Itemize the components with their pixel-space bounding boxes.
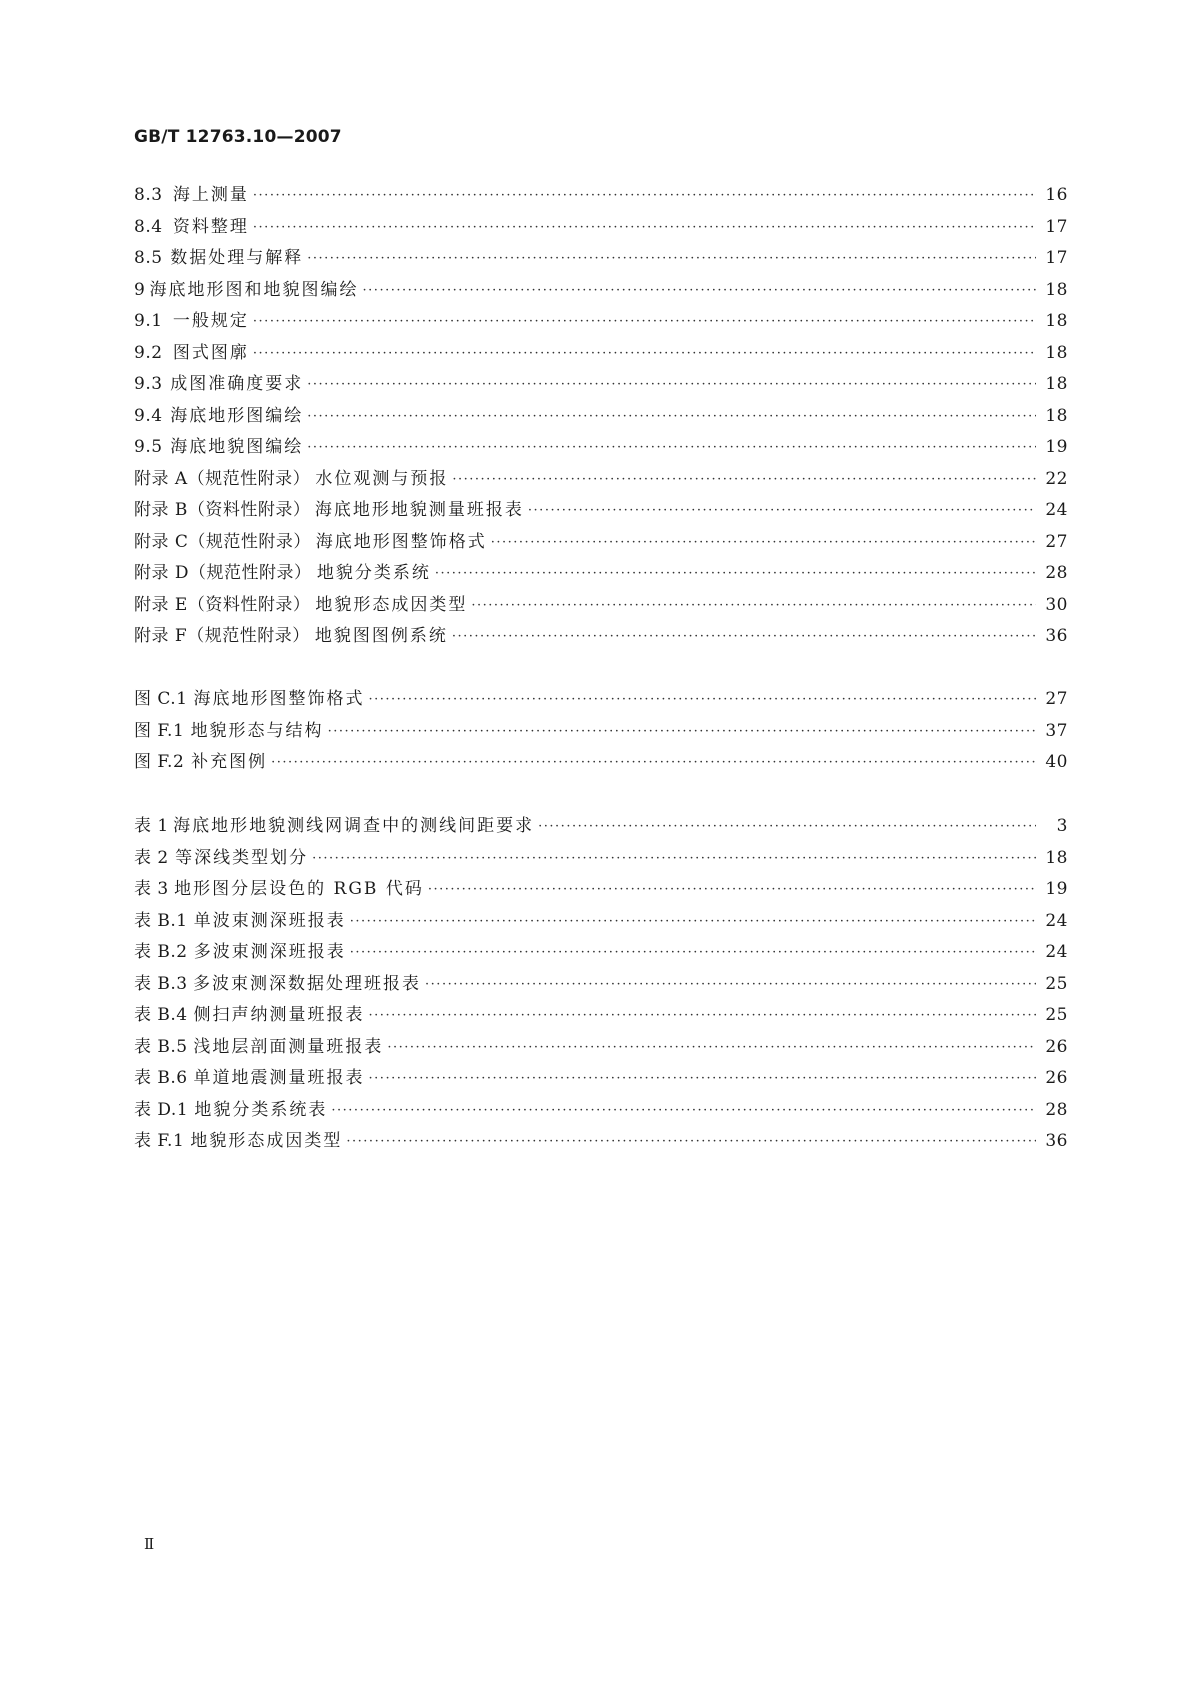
toc-entry[interactable] — [134, 621, 1068, 653]
toc-entry-title: 地貌形态与结构 — [190, 720, 324, 741]
toc-dot-leader — [331, 1103, 1036, 1118]
toc-entry-page: 18 — [1045, 374, 1068, 394]
toc-entry-page: 26 — [1045, 1036, 1068, 1057]
toc-entry-page: 36 — [1045, 626, 1068, 646]
toc-table-entry[interactable] — [134, 969, 1068, 1001]
toc-table-entry[interactable] — [134, 1095, 1068, 1127]
toc-dot-leader — [435, 566, 1036, 581]
toc-entry-number: 附录 C（规范性附录） — [134, 531, 311, 552]
toc-entry[interactable] — [134, 243, 1068, 275]
toc-entry-page: 17 — [1045, 216, 1068, 237]
toc-entry-title: 资料整理 — [172, 216, 249, 237]
toc-entry-page: 25 — [1045, 1005, 1068, 1025]
toc-entry-title: 海底地形图和地貌图编绘 — [149, 279, 359, 300]
toc-entry[interactable] — [134, 590, 1068, 622]
toc-dot-leader — [491, 535, 1036, 550]
toc-entry-page: 3 — [1056, 816, 1068, 836]
toc-entry-page: 18 — [1045, 279, 1068, 300]
toc-entry-page: 18 — [1045, 847, 1068, 868]
toc-dot-leader — [363, 283, 1036, 298]
toc-entry-title: 一般规定 — [172, 311, 249, 331]
toc-entry[interactable] — [134, 275, 1068, 307]
toc-entry-title: 成图准确度要求 — [170, 374, 304, 394]
toc-entry-page: 37 — [1045, 720, 1068, 741]
toc-entry-number: 表 3 — [134, 879, 169, 899]
toc-entry-title: 浅地层剖面测量班报表 — [193, 1036, 384, 1057]
toc-entry[interactable] — [134, 401, 1068, 433]
toc-entry[interactable] — [134, 369, 1068, 401]
toc-dot-leader — [307, 251, 1036, 266]
toc-dot-leader — [350, 914, 1036, 929]
toc-entry-page: 40 — [1045, 752, 1068, 772]
toc-dot-leader — [307, 377, 1036, 392]
toc-entry-page: 24 — [1045, 500, 1068, 520]
toc-entry-page: 18 — [1045, 405, 1068, 426]
toc-dot-leader — [369, 1071, 1036, 1086]
toc-entry-title: 海底地形图编绘 — [170, 405, 304, 426]
toc-table-entry[interactable] — [134, 811, 1068, 843]
toc-entry-page: 36 — [1045, 1131, 1068, 1151]
toc-entry[interactable] — [134, 212, 1068, 244]
toc-entry-title: 地形图分层设色的 RGB 代码 — [174, 879, 424, 899]
toc-entry-title: 地貌图图例系统 — [314, 626, 448, 646]
toc-entry-number: 8.3 — [134, 185, 163, 205]
toc-entry-number: 表 B.6 — [134, 1068, 188, 1088]
toc-entry-title: 地貌形态成因类型 — [315, 594, 468, 615]
toc-entry-page: 25 — [1045, 973, 1068, 994]
toc-table-entry[interactable] — [134, 1063, 1068, 1095]
toc-table-entry[interactable] — [134, 874, 1068, 906]
toc-entry-title: 地貌形态成因类型 — [190, 1131, 343, 1151]
toc-table-entry[interactable] — [134, 906, 1068, 938]
toc-dot-leader — [328, 724, 1036, 739]
toc-entry-number: 图 F.1 — [134, 720, 185, 741]
toc-dot-leader — [471, 598, 1036, 613]
toc-table-entry[interactable] — [134, 1032, 1068, 1064]
toc-dot-leader — [528, 503, 1036, 518]
toc-entry-number: 附录 A（规范性附录） — [134, 468, 311, 489]
toc-entry-number: 附录 F（规范性附录） — [134, 626, 310, 646]
toc-entry-number: 表 B.4 — [134, 1005, 188, 1025]
toc-entry-title: 海底地形地貌测线网调查中的测线间距要求 — [173, 816, 535, 836]
toc-entry-title: 单波束测深班报表 — [193, 910, 346, 931]
toc-entry-number: 表 2 — [134, 847, 169, 868]
toc-dot-leader — [253, 314, 1036, 329]
toc-figure-entry[interactable] — [134, 747, 1068, 779]
toc-entry-page: 18 — [1045, 342, 1068, 363]
toc-entry-number: 8.4 — [134, 216, 163, 237]
toc-entry-page: 24 — [1045, 942, 1068, 962]
toc-dot-leader — [387, 1040, 1036, 1055]
toc-entry[interactable] — [134, 464, 1068, 496]
toc-entry-number: 9.2 — [134, 342, 163, 363]
toc-entry-title: 海底地形地貌测量班报表 — [314, 500, 524, 520]
toc-dot-leader — [346, 1134, 1036, 1149]
toc-entry-page: 27 — [1045, 531, 1068, 552]
toc-entry-number: 9.4 — [134, 405, 163, 426]
toc-entry-title: 图式图廓 — [172, 342, 249, 363]
toc-figure-entry[interactable] — [134, 684, 1068, 716]
toc-table-entry[interactable] — [134, 1000, 1068, 1032]
toc-entry-number: 表 B.1 — [134, 910, 188, 931]
toc-entry-page: 27 — [1045, 689, 1068, 709]
toc-entry-title: 海底地形图整饰格式 — [315, 531, 487, 552]
toc-entry-number: 附录 B（资料性附录） — [134, 500, 311, 520]
toc-dot-leader — [368, 692, 1036, 707]
toc-entry-number: 表 B.2 — [134, 942, 188, 962]
toc-dot-leader — [312, 851, 1036, 866]
toc-entry-number: 9.3 — [134, 374, 163, 394]
toc-entry-number: 表 F.1 — [134, 1131, 185, 1151]
toc-table-entry[interactable] — [134, 843, 1068, 875]
toc-entry[interactable] — [134, 558, 1068, 590]
toc-entry-number: 附录 D（规范性附录） — [134, 563, 312, 583]
toc-entry-page: 28 — [1045, 1099, 1068, 1120]
toc-dot-leader — [428, 882, 1036, 897]
toc-dot-leader — [307, 440, 1036, 455]
toc-figures-section — [134, 684, 1068, 779]
toc-tables-section — [134, 811, 1068, 1158]
toc-entry-number: 图 F.2 — [134, 752, 185, 772]
toc-entry-number: 图 C.1 — [134, 689, 188, 709]
toc-entry-page: 22 — [1045, 468, 1068, 489]
toc-entry-title: 海底地形图整饰格式 — [193, 689, 365, 709]
toc-entry-number: 9 — [134, 279, 146, 300]
toc-dot-leader — [452, 629, 1036, 644]
toc-entry-page: 28 — [1045, 563, 1068, 583]
toc-entry-page: 24 — [1045, 910, 1068, 931]
toc-dot-leader — [350, 945, 1036, 960]
toc-entry-title: 侧扫声纳测量班报表 — [193, 1005, 365, 1025]
toc-entry-page: 18 — [1045, 311, 1068, 331]
toc-table-entry[interactable] — [134, 937, 1068, 969]
toc-entry-number: 8.5 — [134, 248, 163, 268]
toc-entry-title: 补充图例 — [191, 752, 268, 772]
toc-entry-title: 地貌分类系统 — [316, 563, 431, 583]
toc-dot-leader — [425, 977, 1036, 992]
toc-entry-title: 海底地貌图编绘 — [170, 437, 304, 457]
toc-entry-page: 26 — [1045, 1068, 1068, 1088]
toc-entry-title: 数据处理与解释 — [170, 248, 304, 268]
toc-entry-number: 表 B.5 — [134, 1036, 188, 1057]
toc-main-section — [134, 180, 1068, 653]
toc-entry-page: 19 — [1045, 879, 1068, 899]
toc-figure-entry[interactable] — [134, 716, 1068, 748]
toc-entry-title: 单道地震测量班报表 — [193, 1068, 365, 1088]
toc-dot-leader — [452, 472, 1036, 487]
toc-entry-page: 19 — [1045, 437, 1068, 457]
toc-dot-leader — [253, 220, 1036, 235]
toc-entry-page: 17 — [1045, 248, 1068, 268]
toc-dot-leader — [253, 346, 1036, 361]
toc-table-entry[interactable] — [134, 1126, 1068, 1158]
toc-entry-title: 水位观测与预报 — [315, 468, 449, 489]
toc-entry[interactable] — [134, 432, 1068, 464]
toc-entry-title: 等深线类型划分 — [175, 847, 309, 868]
toc-entry-title: 海上测量 — [172, 185, 249, 205]
toc-entry-title: 地貌分类系统表 — [194, 1099, 328, 1120]
toc-dot-leader — [271, 755, 1036, 770]
toc-entry-page: 16 — [1045, 185, 1068, 205]
toc-entry-title: 多波束测深班报表 — [193, 942, 346, 962]
toc-dot-leader — [538, 819, 1036, 834]
page-number: Ⅱ — [144, 1535, 155, 1553]
toc-dot-leader — [369, 1008, 1036, 1023]
toc-entry-number: 附录 E（资料性附录） — [134, 594, 311, 615]
toc-entry[interactable] — [134, 495, 1068, 527]
toc-entry-number: 9.1 — [134, 311, 163, 331]
toc-entry[interactable] — [134, 338, 1068, 370]
toc-dot-leader — [307, 409, 1036, 424]
toc-entry[interactable] — [134, 306, 1068, 338]
toc-entry-title: 多波束测深数据处理班报表 — [193, 973, 422, 994]
toc-entry-number: 表 D.1 — [134, 1099, 189, 1120]
toc-entry-page: 30 — [1045, 594, 1068, 615]
toc-entry[interactable] — [134, 527, 1068, 559]
toc-entry[interactable] — [134, 180, 1068, 212]
toc-entry-number: 9.5 — [134, 437, 163, 457]
toc-entry-number: 表 1 — [134, 816, 169, 836]
toc-entry-number: 表 B.3 — [134, 973, 188, 994]
toc-dot-leader — [253, 188, 1036, 203]
standard-code-header: GB/T 12763.10—2007 — [134, 127, 342, 147]
